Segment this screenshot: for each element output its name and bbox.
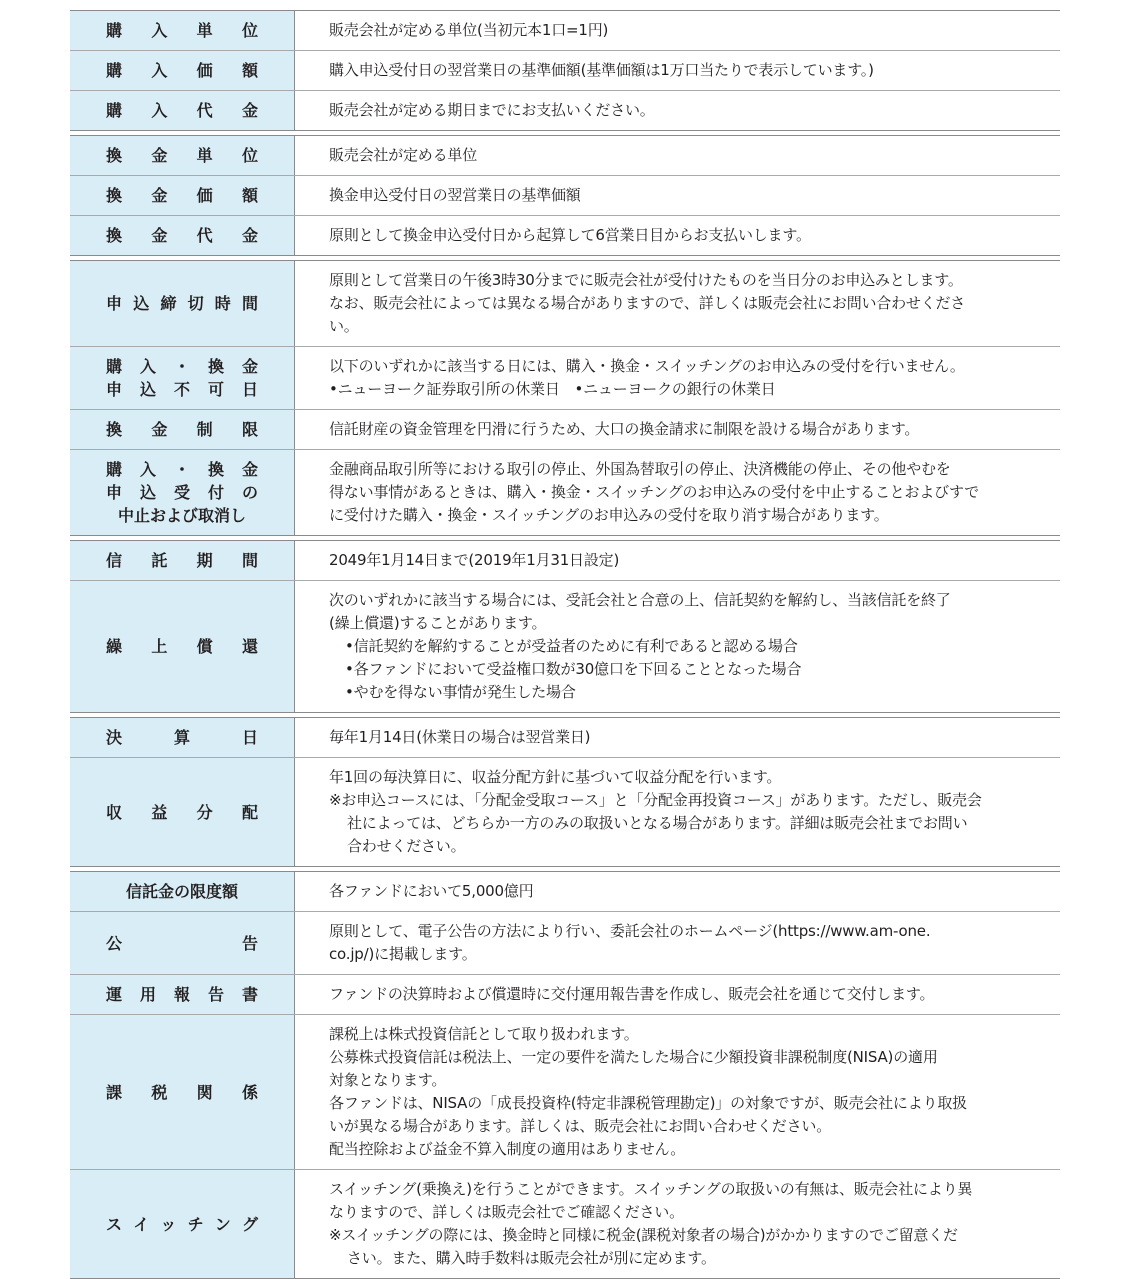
content-line: いが異なる場合があります。詳しくは、販売会社にお問い合わせください。 [329, 1117, 832, 1135]
row-label-line: 収 益 分 配 [106, 802, 258, 822]
table-row [70, 718, 1060, 758]
content-line: 販売会社が定める単位(当初元本1口=1円) [329, 21, 609, 39]
row-label-line: 申 込 締 切 時 間 [106, 294, 258, 313]
row-label-line: 換 金 単 位 [106, 146, 258, 165]
row-label-line: 課 税 関 係 [106, 1082, 258, 1102]
row-label [70, 541, 295, 580]
fund-terms-table [70, 10, 1060, 1279]
table-row [70, 581, 1060, 712]
table-row [70, 410, 1060, 450]
content-line: 合わせください。 [347, 837, 466, 855]
row-label-line: 購 入 ・ 換 金 [106, 460, 258, 479]
table-section [70, 135, 1060, 256]
content-line: 以下のいずれかに該当する日には、購入・換金・スイッチングのお申込みの受付を行いません。 [329, 357, 965, 375]
row-label-line: ス イ ッ チ ン グ [106, 1214, 258, 1234]
row-label [70, 718, 295, 757]
row-content [295, 136, 1060, 175]
row-label-line: 購 入 代 金 [106, 101, 258, 120]
row-label [70, 1170, 295, 1278]
content-line: に受付けた購入・換金・スイッチングのお申込みの受付を取り消す場合があります。 [329, 506, 889, 524]
row-label [70, 136, 295, 175]
table-row [70, 1170, 1060, 1278]
content-line: 次のいずれかに該当する場合には、受託会社と合意の上、信託契約を解約し、当該信託を終了 [329, 591, 951, 609]
table-row [70, 872, 1060, 912]
table-row [70, 51, 1060, 91]
row-content [295, 51, 1060, 90]
content-line: 公募株式投資信託は税法上、一定の要件を満たした場合に少額投資非課税制度(NISA)の適用 [329, 1048, 938, 1066]
table-row [70, 347, 1060, 410]
row-content [295, 872, 1060, 911]
table-row [70, 758, 1060, 866]
row-label-line: 換 金 価 額 [106, 186, 258, 205]
row-label [70, 261, 295, 346]
content-line: 配当控除および益金不算入制度の適用はありません。 [329, 1140, 686, 1158]
row-content [295, 718, 1060, 757]
row-label [70, 51, 295, 90]
table-section [70, 260, 1060, 536]
content-line: •信託契約を解約することが受益者のために有利であると認める場合 [345, 637, 798, 655]
row-content [295, 11, 1060, 50]
row-label-line: 購 入 ・ 換 金 [106, 357, 258, 376]
content-line: さい。また、購入時手数料は販売会社が別に定めます。 [347, 1249, 716, 1267]
row-label [70, 176, 295, 215]
row-label-line: 中止および取消し [117, 506, 246, 525]
row-label-line: 信 託 期 間 [106, 551, 258, 570]
row-label-line: 購 入 単 位 [106, 21, 258, 40]
row-label [70, 872, 295, 911]
content-line: 販売会社が定める期日までにお支払いください。 [329, 101, 655, 119]
row-content [295, 541, 1060, 580]
content-line: •ニューヨーク証券取引所の休業日 •ニューヨークの銀行の休業日 [329, 380, 776, 398]
table-row [70, 216, 1060, 255]
content-line: 販売会社が定める単位 [329, 146, 478, 164]
row-label [70, 581, 295, 712]
content-line: 対象となります。 [329, 1071, 447, 1089]
row-label-line: 運 用 報 告 書 [106, 985, 258, 1004]
row-label [70, 975, 295, 1014]
row-content [295, 347, 1060, 409]
row-label-line: 換 金 代 金 [106, 226, 258, 245]
content-line: •やむを得ない事情が発生した場合 [345, 683, 576, 701]
row-label [70, 410, 295, 449]
content-line: 原則として換金申込受付日から起算して6営業日目からお支払いします。 [329, 226, 811, 244]
content-line: 信託財産の資金管理を円滑に行うため、大口の換金請求に制限を設ける場合があります。 [329, 420, 920, 438]
table-row [70, 11, 1060, 51]
table-section [70, 540, 1060, 713]
row-label-line: 申 込 受 付 の [106, 483, 258, 502]
content-line: スイッチング(乗換え)を行うことができます。スイッチングの取扱いの有無は、販売会社により異 [329, 1180, 973, 1198]
row-label [70, 450, 295, 535]
table-row [70, 176, 1060, 216]
table-row [70, 912, 1060, 975]
content-line: 金融商品取引所等における取引の停止、外国為替取引の停止、決済機能の停止、その他やむを [329, 460, 951, 478]
row-label [70, 1015, 295, 1169]
table-row [70, 1015, 1060, 1170]
content-line: ファンドの決算時および償還時に交付運用報告書を作成し、販売会社を通じて交付します。 [329, 985, 935, 1003]
row-label [70, 347, 295, 409]
table-row [70, 136, 1060, 176]
content-line: 原則として営業日の午後3時30分までに販売会社が受付けたものを当日分のお申込みとします。 [329, 271, 963, 289]
content-line: なお、販売会社によっては異なる場合がありますので、詳しくは販売会社にお問い合わせくださ [329, 294, 966, 312]
content-line: 各ファンドは、NISAの「成長投資枠(特定非課税管理勘定)」の対象ですが、販売会社により取扱 [329, 1094, 967, 1112]
table-section [70, 871, 1060, 1279]
table-section [70, 11, 1060, 131]
row-label-line: 繰 上 償 還 [106, 637, 258, 656]
content-line: なりますので、詳しくは販売会社でご確認ください。 [329, 1203, 684, 1221]
row-label-line: 申 込 不 可 日 [106, 380, 258, 399]
table-row [70, 450, 1060, 535]
content-line: (繰上償還)することがあります。 [329, 614, 547, 632]
content-line: •各ファンドにおいて受益権口数が30億口を下回ることとなった場合 [345, 660, 802, 678]
row-label-line: 公 告 [106, 933, 258, 953]
content-line: co.jp/)に掲載します。 [329, 945, 477, 963]
row-content [295, 91, 1060, 130]
content-line: 換金申込受付日の翌営業日の基準価額 [329, 186, 581, 204]
row-content [295, 1015, 1060, 1169]
row-label [70, 758, 295, 866]
row-label-line: 決 算 日 [106, 728, 258, 747]
row-label [70, 11, 295, 50]
row-content [295, 581, 1060, 712]
content-line: ※スイッチングの際には、換金時と同様に税金(課税対象者の場合)がかかりますのでご留意くだ [329, 1226, 958, 1244]
content-line: 各ファンドにおいて5,000億円 [329, 882, 534, 900]
row-content [295, 450, 1060, 535]
row-content [295, 216, 1060, 255]
row-label-line: 購 入 価 額 [106, 61, 258, 80]
content-line: 原則として、電子公告の方法により行い、委託会社のホームページ(https://www.am-one. [329, 922, 931, 940]
table-row [70, 261, 1060, 347]
table-row [70, 541, 1060, 581]
content-line: 購入申込受付日の翌営業日の基準価額(基準価額は1万口当たりで表示しています。) [329, 61, 874, 79]
table-row [70, 91, 1060, 130]
row-label-line: 信託金の限度額 [125, 882, 238, 901]
content-line: 毎年1月14日(休業日の場合は翌営業日) [329, 728, 591, 746]
row-content [295, 975, 1060, 1014]
content-line: 年1回の毎決算日に、収益分配方針に基づいて収益分配を行います。 [329, 768, 782, 786]
content-line: 課税上は株式投資信託として取り扱われます。 [329, 1025, 639, 1043]
row-content [295, 758, 1060, 866]
content-line: い。 [329, 317, 359, 335]
row-label-line: 換 金 制 限 [106, 420, 258, 439]
row-label [70, 91, 295, 130]
row-label [70, 912, 295, 974]
table-row [70, 975, 1060, 1015]
content-line: 社によっては、どちらか一方のみの取扱いとなる場合があります。詳細は販売会社までお問い [347, 814, 968, 832]
table-section [70, 717, 1060, 867]
row-content [295, 176, 1060, 215]
row-content [295, 1170, 1060, 1278]
row-content [295, 410, 1060, 449]
row-label [70, 216, 295, 255]
content-line: ※お申込コースには、「分配金受取コース」と「分配金再投資コース」があります。ただし、販売会 [329, 791, 982, 809]
row-content [295, 261, 1060, 346]
content-line: 得ない事情があるときは、購入・換金・スイッチングのお申込みの受付を中止することおよびすで [329, 483, 980, 501]
row-content [295, 912, 1060, 974]
content-line: 2049年1月14日まで(2019年1月31日設定) [329, 551, 620, 569]
